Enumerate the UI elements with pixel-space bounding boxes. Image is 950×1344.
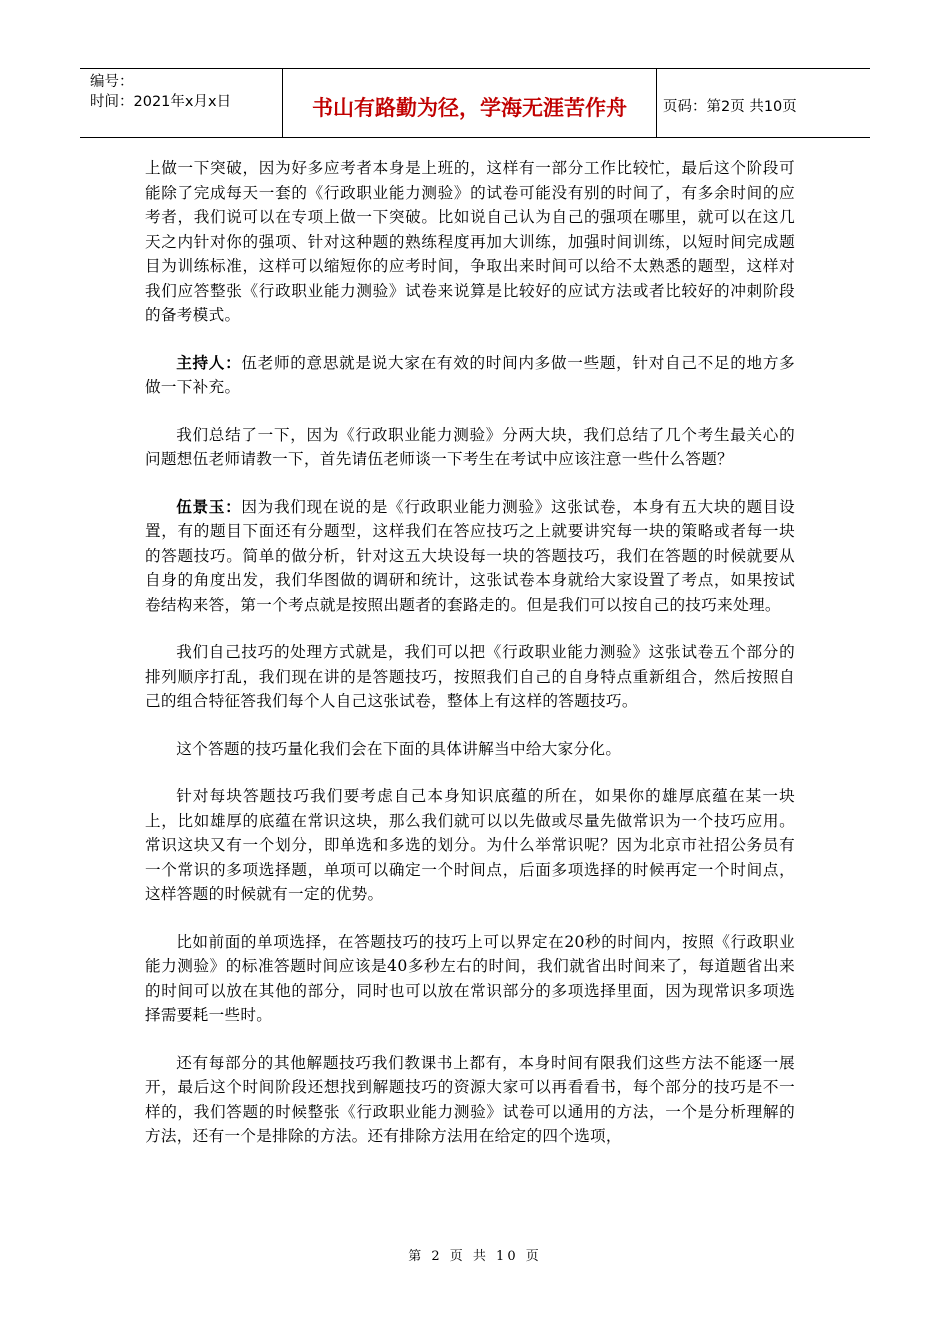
paragraph-text: 伍老师的意思就是说大家在有效的时间内多做一些题，针对自己不足的地方多做一下补充。 — [145, 353, 796, 396]
header-page-number: 页码：第2页 共10页 — [663, 98, 797, 115]
speaker-label: 主持人： — [176, 352, 242, 372]
paragraph — [145, 351, 795, 400]
paragraph — [145, 640, 795, 714]
paragraph — [145, 784, 795, 907]
paragraph-text: 这个答题的技巧量化我们会在下面的具体讲解当中给大家分化。 — [176, 739, 622, 758]
header-info-cell — [80, 69, 283, 137]
paragraph — [145, 737, 795, 762]
document-time-label: 时间：2021年x月x日 — [90, 94, 232, 110]
page-footer: 第 2 页 共 10 页 — [408, 1249, 542, 1264]
paragraph — [145, 1051, 795, 1149]
paragraph-text: 上做一下突破，因为好多应考者本身是上班的，这样有一部分工作比较忙，最后这个阶段可能除了完成每天一套的《行政职业能力测验》的试卷可能没有别的时间了，有多余时间的应考者，我们说可以在专项上做一下突破。比如说自己认为自己的强项在哪里，就可以在这几天之内针对你的强项、针对这种题的熟练程度再加大训练，加强时间训练，以短时间完成题目为训练标准，这样可以缩短你的应考时间，争取出来时间可以给不太熟悉的题型，这样对我们应答整张《行政职业能力测验》试卷来说算是比较好的应试方法或者比较好的冲刺阶段的备考模式。 — [145, 159, 795, 324]
paragraph-text: 针对每块答题技巧我们要考虑自己本身知识底蕴的所在，如果你的雄厚底蕴在某一块上，比如雄厚的底蕴在常识这块，那么我们就可以以先做或尽量先做常识为一个技巧应用。常识这块又有一个划分，即单选和多选的划分。为什么举常识呢？因为北京市社招公务员有一个常识的多项选择题，单项可以确定一个时间点，后面多项选择的时候再定一个时间点，这样答题的时候就有一定的优势。 — [145, 787, 795, 903]
paragraph-text: 我们总结了一下，因为《行政职业能力测验》分两大块，我们总结了几个考生最关心的问题想伍老师请教一下，首先请伍老师谈一下考生在考试中应该注意一些什么答题？ — [145, 425, 795, 468]
document-number-label: 编号： — [90, 74, 134, 90]
paragraph-text: 因为我们现在说的是《行政职业能力测验》这张试卷，本身有五大块的题目设置，有的题目下面还有分题型，这样我们在答应技巧之上就要讲究每一块的策略或者每一块的答题技巧。简单的做分析，针对这五大块设每一块的答题技巧，我们在答题的时候就要从自身的角度出发，我们华图做的调研和统计，这张试卷本身就给大家设置了考点，如果按试卷结构来答，第一个考点就是按照出题者的套路走的。但是我们可以按自己的技巧来处理。 — [145, 497, 796, 614]
document-body — [145, 156, 795, 1172]
header-motto: 书山有路勤为径，学海无涯苦作舟 — [283, 69, 657, 137]
paragraph — [145, 930, 795, 1028]
paragraph — [145, 423, 795, 472]
paragraph — [145, 156, 795, 328]
paragraph-text: 我们自己技巧的处理方式就是，我们可以把《行政职业能力测验》这张试卷五个部分的排列顺序打乱，我们现在讲的是答题技巧，按照我们自己的自身特点重新组合，然后按照自己的组合特征答我们每个人自己这张试卷，整体上有这样的答题技巧。 — [145, 643, 795, 710]
paragraph-text: 比如前面的单项选择，在答题技巧的技巧上可以界定在20秒的时间内，按照《行政职业能力测验》的标准答题时间应该是40多秒左右的时间，我们就省出时间来了，每道题省出来的时间可以放在其他的部分，同时也可以放在常识部分的多项选择里面，因为现常识多项选择需要耗一些时。 — [145, 932, 795, 1024]
paragraph-text: 还有每部分的其他解题技巧我们教课书上都有，本身时间有限我们这些方法不能逐一展开，最后这个时间阶段还想找到解题技巧的资源大家可以再看看书，每个部分的技巧是不一样的，我们答题的时候整张《行政职业能力测验》试卷可以通用的方法，一个是分析理解的方法，还有一个是排除的方法。还有排除方法用在给定的四个选项， — [145, 1053, 795, 1145]
paragraph — [145, 495, 795, 618]
page-header — [80, 68, 870, 138]
speaker-label: 伍景玉： — [176, 496, 242, 516]
